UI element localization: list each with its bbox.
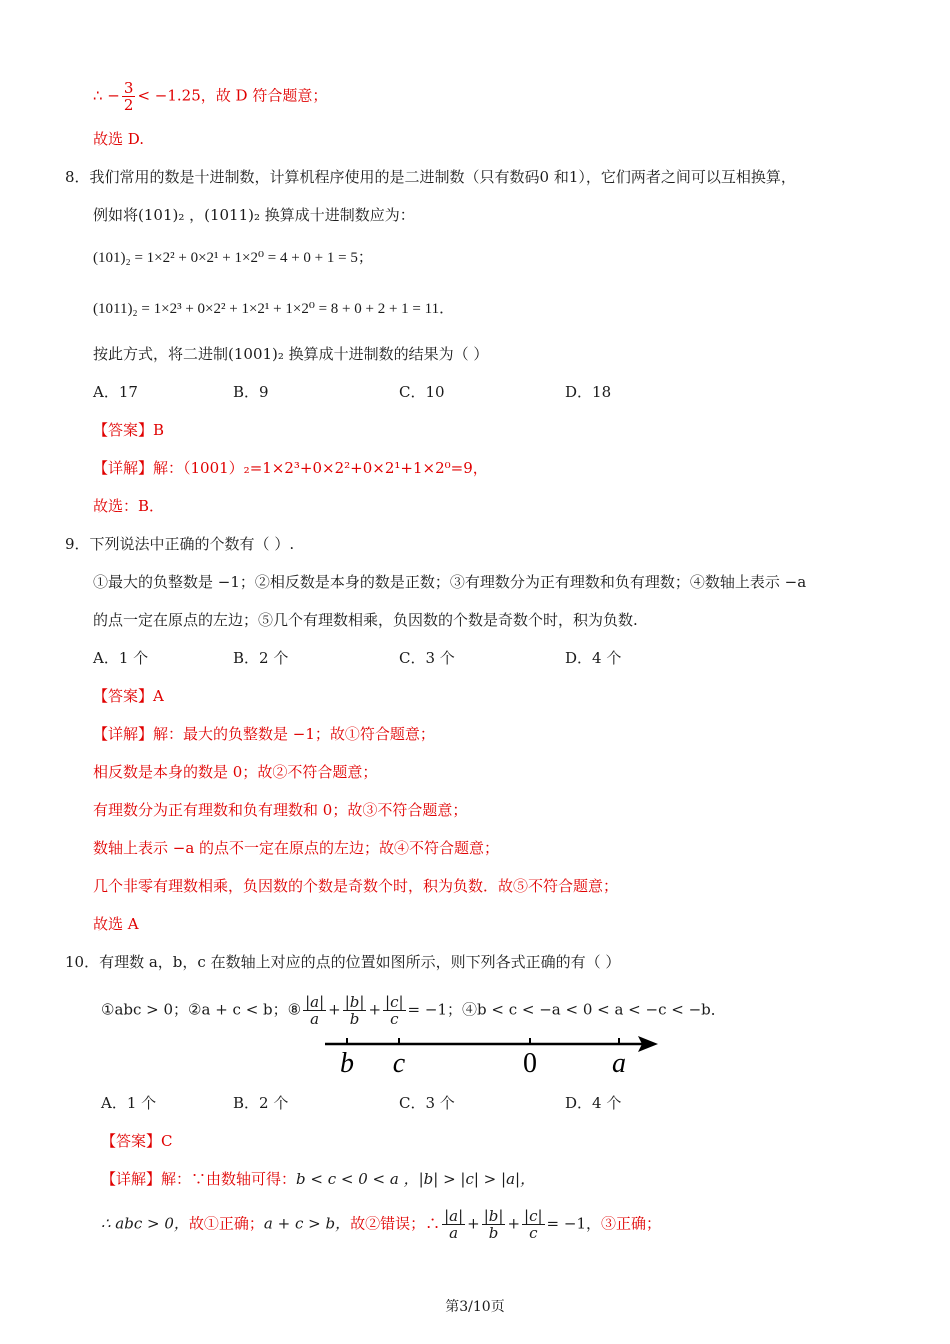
q10-detail-plus-1: + (467, 1214, 480, 1233)
q10-detail-1 (101, 1168, 535, 1190)
q8-question: 按此方式，将二进制(1001)₂ 换算成十进制数的结果为（ ） (93, 345, 489, 363)
q9-statements-line-2: 的点一定在原点的左边；⑤几个有理数相乘，负因数的个数是奇数个时，积为负数. (93, 611, 638, 629)
q9-detail-5: 几个非零有理数相乘，负因数的个数是奇数个时，积为负数．故⑤不符合题意； (93, 877, 619, 895)
q8-answer: 【答案】B (93, 421, 165, 439)
prev-conclusion: 故 D 符合题意； (215, 86, 328, 105)
prev-line-1 (93, 80, 327, 113)
q10-claims-1-2: ①abc > 0；②a + c < b；⑧ (101, 1000, 302, 1019)
q10-frac-b: $\frac{|b|}{b}$ (344, 993, 365, 1028)
axis-label-0: 0 (523, 1048, 537, 1079)
prev-fraction: $\frac{3}{2}$ (123, 79, 134, 114)
q9-detail-3: 有理数分为正有理数和负有理数和 0；故③不符合题意； (93, 801, 468, 819)
prev-choose: 故选 D. (93, 130, 145, 148)
q10-detail-2 (101, 1208, 661, 1241)
q9-choose: 故选 A (93, 915, 139, 933)
q9-answer: 【答案】A (93, 687, 164, 705)
q8-detail: 【详解】解：（1001）₂=1×2³+0×2²+0×2¹+1×2⁰=9， (93, 459, 488, 477)
prev-inequality: < −1.25， (137, 86, 216, 105)
page-number: 第3/10页 (445, 1299, 505, 1315)
q10-detail-2-c1: 故①正确； (188, 1214, 264, 1233)
q10-number-line (0, 1030, 950, 1090)
q10-option-b[interactable]: B．2 个 (233, 1094, 289, 1112)
q10-detail-1-prefix: 【详解】解：∵由数轴可得： (101, 1170, 297, 1188)
q9-detail-1: 【详解】解：最大的负整数是 −1；故①符合题意； (93, 725, 435, 743)
q10-option-a[interactable]: A．1 个 (101, 1094, 157, 1112)
axis-label-b: b (340, 1048, 354, 1079)
prev-therefore: ∴ − (93, 86, 120, 105)
q9-option-d[interactable]: D．4 个 (565, 649, 622, 667)
q8-equation-1: (101)₂ = 1×2² + 0×2¹ + 1×2⁰ = 4 + 0 + 1 = 5； (93, 250, 373, 266)
q9-detail-2: 相反数是本身的数是 0；故②不符合题意； (93, 763, 378, 781)
q8-option-c[interactable]: C．10 (399, 383, 445, 401)
q10-frac-c: $\frac{|c|}{c}$ (385, 993, 404, 1028)
q8-option-d[interactable]: D．18 (565, 383, 612, 401)
q9-stem: 9．下列说法中正确的个数有（ ）. (65, 535, 295, 553)
q10-detail-2-eq: = −1， (546, 1214, 601, 1233)
q8-stem-line-2: 例如将(101)₂ ，(1011)₂ 换算成十进制数应为： (93, 206, 415, 224)
q10-option-d[interactable]: D．4 个 (565, 1094, 622, 1112)
q10-answer: 【答案】C (101, 1132, 173, 1150)
axis-label-a: a (612, 1048, 626, 1079)
q9-option-c[interactable]: C．3 个 (399, 649, 455, 667)
q10-stem: 10．有理数 a，b，c 在数轴上对应的点的位置如图所示，则下列各式正确的有（ ） (65, 953, 621, 971)
q10-plus-1: + (328, 1000, 341, 1019)
q8-choose: 故选：B． (93, 497, 165, 515)
q9-detail-4: 数轴上表示 −a 的点不一定在原点的左边；故④不符合题意； (93, 839, 500, 857)
q10-detail-plus-2: + (507, 1214, 521, 1233)
q10-claims (101, 994, 726, 1027)
q9-statements-line-1: ①最大的负整数是 −1；②相反数是本身的数是正数；③有理数分为正有理数和负有理数；④数轴上表示 −a (93, 573, 807, 591)
q10-detail-frac-c: $\frac{|c|}{c}$ (524, 1207, 543, 1242)
q10-detail-frac-b: $\frac{|b|}{b}$ (483, 1207, 504, 1242)
q8-stem-line-1: 8．我们常用的数是十进制数，计算机程序使用的是二进制数（只有数码0 和1），它们两者之间可以互相换算， (65, 168, 796, 186)
q8-equation-2: (1011)₂ = 1×2³ + 0×2² + 1×2¹ + 1×2⁰ = 8 + 0 + 2 + 1 = 11． (93, 301, 455, 317)
q10-frac-a: $\frac{|a|}{a}$ (305, 993, 325, 1028)
q8-option-a[interactable]: A．17 (93, 383, 138, 401)
q10-option-c[interactable]: C．3 个 (399, 1094, 455, 1112)
q10-detail-2-c2: 故②错误；∴ (350, 1214, 441, 1233)
q10-detail-frac-a: $\frac{|a|}{a}$ (444, 1207, 464, 1242)
q10-detail-1-math: b < c < 0 < a ，|b| > |c| > |a|， (296, 1170, 536, 1188)
q10-detail-2-sum: a + c > b， (263, 1214, 351, 1233)
q10-detail-2-c3: ③正确； (601, 1214, 662, 1233)
q10-claims-3-4: = −1；④b < c < −a < 0 < a < −c < −b． (407, 1000, 726, 1019)
q10-detail-2-abc: ∴ abc > 0， (101, 1214, 189, 1233)
q10-plus-2: + (368, 1000, 382, 1019)
axis-label-c: c (392, 1048, 406, 1079)
q8-option-b[interactable]: B．9 (233, 383, 269, 401)
q9-option-a[interactable]: A．1 个 (93, 649, 149, 667)
q9-option-b[interactable]: B．2 个 (233, 649, 289, 667)
